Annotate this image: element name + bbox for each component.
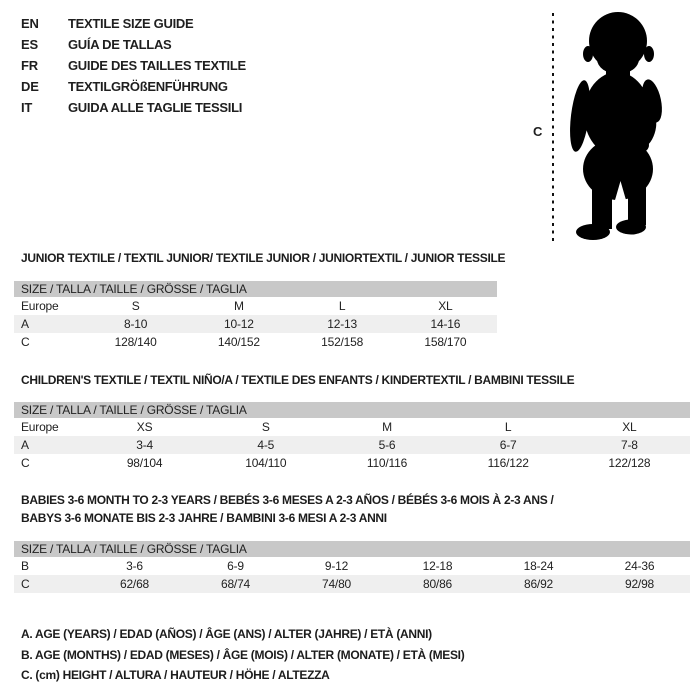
row-label: Europe xyxy=(21,420,59,434)
table-cell: XL xyxy=(438,299,453,313)
language-code: ES xyxy=(21,37,38,52)
table-cell: 86/92 xyxy=(488,575,589,593)
table-row xyxy=(14,575,690,593)
row-label: C xyxy=(14,575,84,593)
table-cell: 98/104 xyxy=(126,456,163,470)
table-cell: 74/80 xyxy=(286,575,387,593)
table-cell: 116/122 xyxy=(487,456,529,470)
table-row xyxy=(14,557,690,575)
list-item xyxy=(21,55,246,76)
table-cell: 9-12 xyxy=(324,559,349,573)
table-header-row xyxy=(14,281,497,297)
table-cell: 92/98 xyxy=(589,575,690,593)
table-cell: 7-8 xyxy=(569,436,690,454)
language-title: GUÍA DE TALLAS xyxy=(68,37,172,52)
table-cell: L xyxy=(504,420,512,434)
language-title: GUIDE DES TAILLES TEXTILE xyxy=(68,58,246,73)
row-label: A xyxy=(14,315,84,333)
table-cell: 3-4 xyxy=(84,436,205,454)
table-cell: XS xyxy=(136,420,153,434)
babies-title-line2: BABYS 3-6 MONATE BIS 2-3 JAHRE / BAMBINI 3-6 MESI A 2-3 ANNI xyxy=(21,510,387,525)
language-title: GUIDA ALLE TAGLIE TESSILI xyxy=(68,100,243,115)
table-header-row xyxy=(14,402,690,418)
table-cell: S xyxy=(261,420,270,434)
table-row xyxy=(14,297,497,315)
table-cell: S xyxy=(131,299,140,313)
table-cell: 158/170 xyxy=(424,335,467,349)
table-row xyxy=(14,418,690,436)
list-item xyxy=(21,97,246,118)
table-cell: 6-9 xyxy=(227,559,244,573)
height-measure-label: C xyxy=(533,124,543,139)
table-cell: XL xyxy=(622,420,637,434)
table-cell: 62/68 xyxy=(84,575,185,593)
table-cell: 68/74 xyxy=(185,575,286,593)
table-row xyxy=(14,454,690,472)
table-cell: L xyxy=(338,299,346,313)
junior-size-table xyxy=(14,281,497,351)
table-cell: 10-12 xyxy=(187,315,290,333)
table-cell: 128/140 xyxy=(114,335,157,349)
note-c: C. (cm) HEIGHT / ALTURA / HAUTEUR / HÖHE / ALTEZZA xyxy=(21,668,330,682)
table-cell: 152/158 xyxy=(321,335,364,349)
table-cell: 80/86 xyxy=(387,575,488,593)
list-item xyxy=(21,13,246,34)
table-row xyxy=(14,436,690,454)
language-title-list xyxy=(21,13,246,118)
list-item xyxy=(21,76,246,97)
table-cell: 104/110 xyxy=(245,456,287,470)
table-header-row xyxy=(14,541,690,557)
table-header: SIZE / TALLA / TAILLE / GRÖSSE / TAGLIA xyxy=(14,541,690,557)
table-cell: 3-6 xyxy=(126,559,143,573)
table-row xyxy=(14,333,497,351)
babies-title-line1: BABIES 3-6 MONTH TO 2-3 YEARS / BEBÉS 3-6 MESES A 2-3 AÑOS / BÉBÉS 3-6 MOIS À 2-3 ANS / xyxy=(21,493,554,507)
row-label: Europe xyxy=(21,299,59,313)
children-size-table xyxy=(14,402,690,472)
language-code: DE xyxy=(21,79,39,94)
table-row xyxy=(14,315,497,333)
note-b: B. AGE (MONTHS) / EDAD (MESES) / ÂGE (MOIS) / ALTER (MONATE) / ETÀ (MESI) xyxy=(21,647,465,662)
row-label: B xyxy=(21,559,29,573)
babies-size-table xyxy=(14,541,690,593)
row-label: A xyxy=(14,436,84,454)
table-cell: 140/152 xyxy=(217,335,260,349)
language-title: TEXTILGRÖßENFÜHRUNG xyxy=(68,79,228,94)
language-title: TEXTILE SIZE GUIDE xyxy=(68,16,194,31)
language-code: IT xyxy=(21,100,33,115)
language-code: FR xyxy=(21,58,38,73)
table-cell: 110/116 xyxy=(366,456,408,470)
junior-section-title: JUNIOR TEXTILE / TEXTIL JUNIOR/ TEXTILE JUNIOR / JUNIORTEXTIL / JUNIOR TESSILE xyxy=(21,251,506,265)
table-header: SIZE / TALLA / TAILLE / GRÖSSE / TAGLIA xyxy=(14,281,497,297)
toddler-silhouette-icon xyxy=(528,8,680,246)
table-cell: 122/128 xyxy=(608,456,651,470)
table-cell: 12-18 xyxy=(422,559,453,573)
table-cell: M xyxy=(233,299,244,313)
list-item xyxy=(21,34,246,55)
row-label: C xyxy=(21,335,30,349)
language-code: EN xyxy=(21,16,39,31)
table-cell: 4-5 xyxy=(205,436,326,454)
babies-section-title xyxy=(21,492,553,527)
table-header: SIZE / TALLA / TAILLE / GRÖSSE / TAGLIA xyxy=(14,402,690,418)
note-a: A. AGE (YEARS) / EDAD (AÑOS) / ÂGE (ANS) / ALTER (JAHRE) / ETÀ (ANNI) xyxy=(21,627,432,641)
table-cell: 8-10 xyxy=(84,315,187,333)
table-cell: 6-7 xyxy=(448,436,569,454)
table-cell: M xyxy=(382,420,392,434)
table-cell: 12-13 xyxy=(291,315,394,333)
table-cell: 5-6 xyxy=(326,436,447,454)
row-label: C xyxy=(21,456,30,470)
children-section-title: CHILDREN'S TEXTILE / TEXTIL NIÑO/A / TEXTILE DES ENFANTS / KINDERTEXTIL / BAMBINI TESSILE xyxy=(21,373,575,387)
legend-notes xyxy=(21,624,464,686)
table-cell: 14-16 xyxy=(394,315,497,333)
table-cell: 18-24 xyxy=(523,559,554,573)
table-cell: 24-36 xyxy=(624,559,655,573)
